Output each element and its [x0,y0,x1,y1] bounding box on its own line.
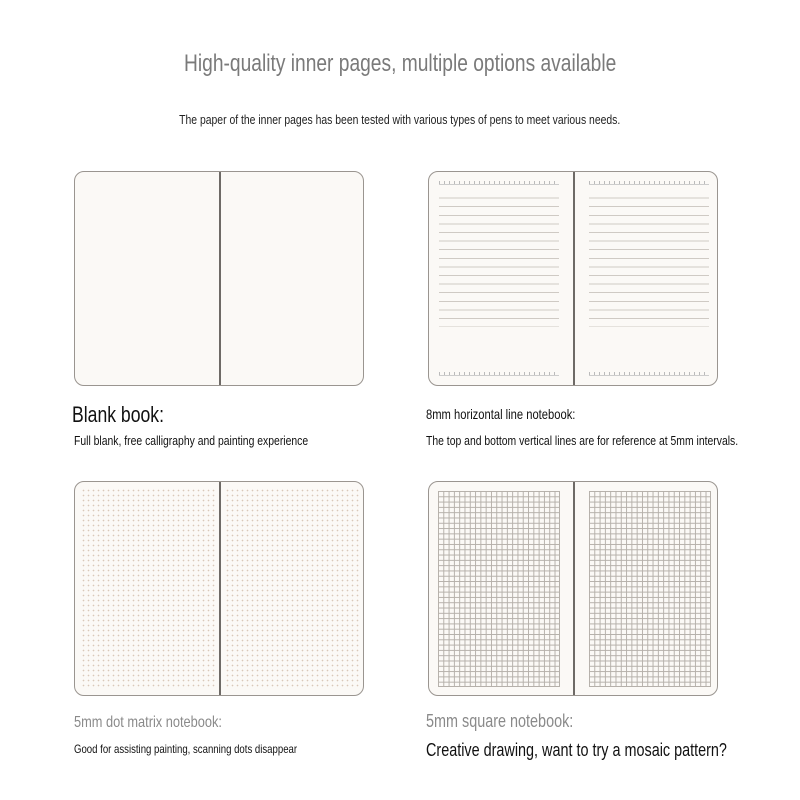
square-notebook-title: 5mm square notebook: [426,711,574,731]
lined-notebook-title: 8mm horizontal line notebook: [426,406,576,422]
square-notebook-image [428,481,718,696]
page-title [0,50,800,78]
lined-page-right [589,190,709,327]
grid-page-right [589,491,711,687]
grid-page-left [438,491,560,687]
lined-notebook-description: The top and bottom vertical lines are for reference at 5mm intervals. [426,433,739,448]
title-text: High-quality inner pages, multiple options available [183,50,617,77]
dot-notebook-description: Good for assisting painting, scanning dots disappear [74,742,298,756]
dot-page-right [225,488,359,689]
blank-book-description: Full blank, free calligraphy and painting experience [74,433,309,448]
dot-page-left [81,488,215,689]
notebook-spine [573,482,575,695]
square-notebook-description: Creative drawing, want to try a mosaic pattern? [426,740,727,760]
blank-notebook-image [74,171,364,386]
dot-notebook-title: 5mm dot matrix notebook: [74,714,222,731]
lined-notebook-image [428,171,718,386]
page-subtitle [0,112,800,127]
lined-page-left [439,190,559,327]
notebook-spine [219,172,221,385]
subtitle-text: The paper of the inner pages has been tested with various types of pens to meet various needs. [179,112,621,127]
notebook-spine [219,482,221,695]
notebook-spine [573,172,575,385]
blank-book-title: Blank book: [72,402,164,427]
dot-notebook-image [74,481,364,696]
